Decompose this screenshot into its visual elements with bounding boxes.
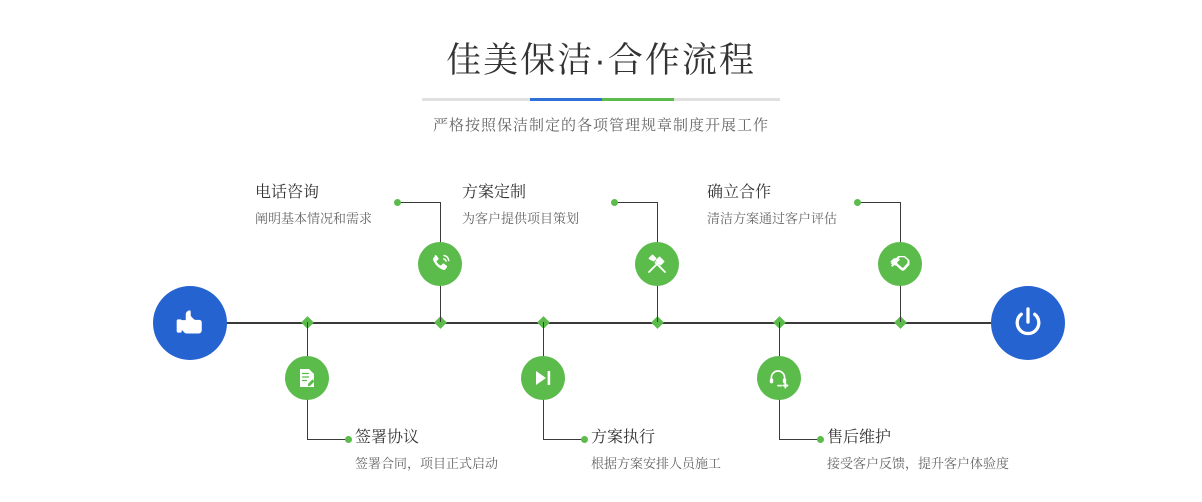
step-desc: 清洁方案通过客户评估 [707, 211, 838, 227]
step-title: 确立合作 [707, 184, 772, 201]
step-label-sign-agreement [355, 427, 498, 474]
connector-line [398, 202, 440, 203]
step-icon-after-sales[interactable] [757, 356, 801, 400]
connector-line [307, 439, 349, 440]
step-title: 方案执行 [591, 429, 656, 446]
page-subtitle: 严格按照保洁制定的各项管理规章制度开展工作 [432, 117, 769, 134]
step-desc: 接受客户反馈，提升客户体验度 [827, 456, 1010, 472]
connector-dot [817, 436, 824, 443]
connector-line [615, 202, 657, 203]
connector-line [543, 439, 585, 440]
step-icon-phone-consult[interactable] [418, 242, 462, 286]
end-node [991, 286, 1065, 360]
step-title: 电话咨询 [255, 184, 320, 201]
step-icon-establish-cooperation[interactable] [878, 242, 922, 286]
page-title: 佳美保洁·合作流程 [446, 41, 756, 80]
document-edit-icon [295, 366, 319, 390]
title-divider [422, 98, 780, 101]
step-desc: 阐明基本情况和需求 [255, 211, 373, 227]
step-label-establish-cooperation [707, 182, 837, 229]
start-node [153, 286, 227, 360]
step-title: 方案定制 [462, 184, 527, 201]
divider-green-segment [602, 98, 674, 101]
step-title: 售后维护 [827, 429, 892, 446]
step-desc: 根据方案安排人员施工 [591, 456, 722, 472]
step-desc: 为客户提供项目策划 [462, 211, 580, 227]
connector-dot [394, 199, 401, 206]
step-icon-sign-agreement[interactable] [285, 356, 329, 400]
play-next-icon [531, 366, 555, 390]
tools-icon [645, 252, 669, 276]
thumbs-up-icon [173, 306, 207, 340]
handshake-icon [888, 252, 912, 276]
step-icon-plan-customize[interactable] [635, 242, 679, 286]
step-label-plan-execute [591, 427, 721, 474]
connector-dot [854, 199, 861, 206]
connector-dot [611, 199, 618, 206]
power-icon [1010, 305, 1046, 341]
phone-call-icon [428, 252, 452, 276]
connector-dot [345, 436, 352, 443]
step-label-phone-consult [255, 182, 372, 229]
divider-blue-segment [530, 98, 602, 101]
step-label-plan-customize [462, 182, 579, 229]
step-title: 签署协议 [355, 429, 420, 446]
step-label-after-sales [827, 427, 1009, 474]
step-desc: 签署合同，项目正式启动 [355, 456, 499, 472]
process-timeline [0, 150, 1202, 502]
connector-line [779, 439, 821, 440]
step-icon-plan-execute[interactable] [521, 356, 565, 400]
connector-line [858, 202, 900, 203]
headset-add-icon [767, 366, 791, 390]
connector-dot [581, 436, 588, 443]
page-header [0, 0, 1202, 135]
